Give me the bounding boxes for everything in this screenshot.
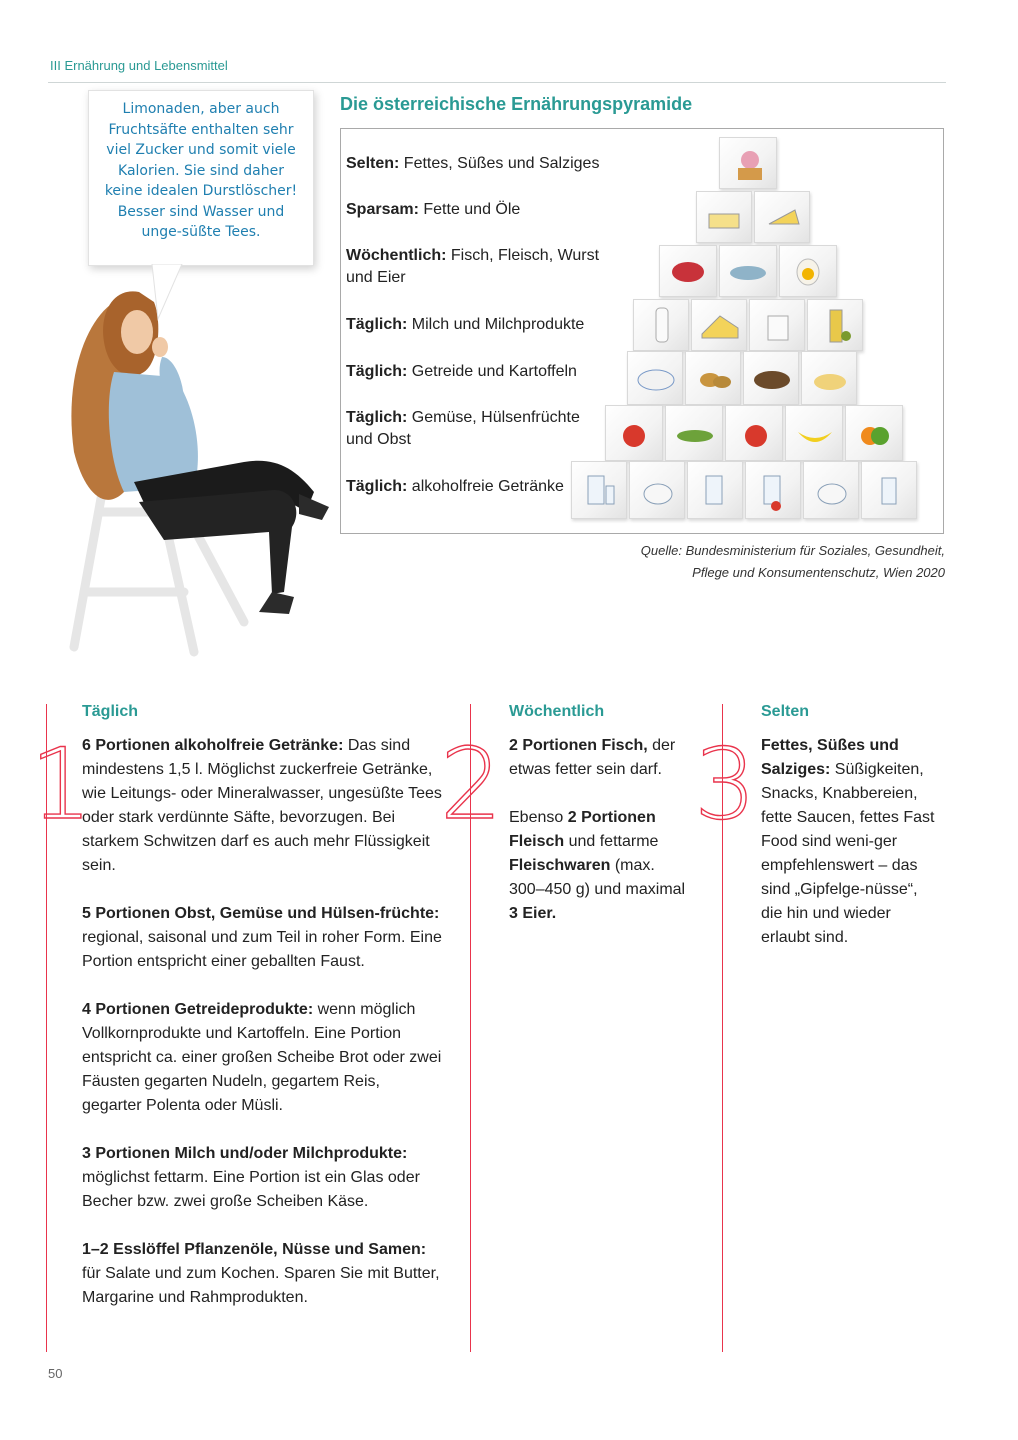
cube-pasta	[801, 351, 857, 405]
column-1-heading: Täglich	[82, 703, 139, 720]
cube-teapot	[629, 461, 685, 519]
column-3-heading: Selten	[761, 703, 810, 720]
cube-fish	[719, 245, 777, 297]
cube-apple	[725, 405, 783, 461]
cube-oil	[807, 299, 863, 351]
column-2-text	[509, 734, 689, 950]
cube-margarine	[754, 191, 810, 243]
cube-butter	[696, 191, 752, 243]
paragraph: Ebenso 2 Portionen Fleisch und fettarme Fleischwaren (max. 300–450 g) und maximal 3 Eier.	[509, 809, 686, 922]
page-number: 50	[48, 1366, 63, 1381]
column-3-text	[761, 734, 939, 974]
pyramid-level-getreide: Täglich: Getreide und Kartoffeln	[346, 363, 577, 380]
cube-pepper	[845, 405, 903, 461]
pyramid-level-milch: Täglich: Milch und Milchprodukte	[346, 316, 585, 333]
pyramid-level-selten: Selten: Fettes, Süßes und Salziges	[346, 155, 600, 172]
pyramid-level-woechentlich: Wöchentlich: Fisch, Fleisch, Wurst und Eier	[346, 247, 600, 286]
header-divider	[48, 82, 946, 83]
cube-jug	[571, 461, 627, 519]
pyramid-level-getraenke: Täglich: alkoholfreie Getränke	[346, 478, 564, 495]
cube-juice	[745, 461, 801, 519]
column-2-heading: Wöchentlich	[509, 703, 605, 720]
paragraph: 3 Portionen Milch und/oder Milchprodukte: möglichst fettarm. Eine Portion ist ein Glas oder Becher bzw. zwei große Scheiben Käse.	[82, 1145, 420, 1210]
pyramid-title: Die österreichische Ernährungspyramide	[340, 94, 693, 114]
cube-bread	[743, 351, 799, 405]
paragraph: 1–2 Esslöffel Pflanzenöle, Nüsse und Samen: für Salate und zum Kochen. Sparen Sie mit Butter, Margarine und Rahmprodukten.	[82, 1241, 440, 1306]
cube-tomato	[605, 405, 663, 461]
cube-milk	[633, 299, 689, 351]
pyramid-box	[340, 128, 944, 534]
chapter-header: III Ernährung und Lebensmittel	[50, 58, 228, 73]
cube-glass	[861, 461, 917, 519]
paragraph: 2 Portionen Fisch, der etwas fetter sein darf.	[509, 737, 676, 778]
speech-bubble	[88, 90, 314, 266]
cube-water-jug	[687, 461, 743, 519]
paragraph: 4 Portionen Getreideprodukte: wenn möglich Vollkornprodukte und Kartoffeln. Eine Portion entspricht ca. einer großen Scheibe Brot oder zwei Fäusten gegarten Nudeln, gegartem Reis, gegarter Polenta oder Müsli.	[82, 1001, 442, 1114]
paragraph: 5 Portionen Obst, Gemüse und Hülsen-früchte: regional, saisonal und zum Teil in roher Form. Eine Portion entspricht einer geballten Faust.	[82, 905, 442, 970]
column-1-number: 1	[30, 728, 93, 842]
cube-yoghurt	[749, 299, 805, 351]
cube-meat	[659, 245, 717, 297]
cube-sweets	[719, 137, 777, 189]
pyramid-source: Quelle: Bundesministerium für Soziales, Gesundheit, Pflege und Konsumentenschutz, Wien 2020	[640, 543, 945, 580]
cube-peas	[665, 405, 723, 461]
speech-bubble-tail	[150, 264, 190, 324]
speech-bubble-text: Limonaden, aber auch Fruchtsäfte enthalten sehr viel Zucker und somit viele Kalorien. Sie sind daher keine idealen Durstlöscher! Besser sind Wasser und unge-süßte Tees.	[104, 101, 298, 240]
cube-banana	[785, 405, 843, 461]
cube-rice	[627, 351, 683, 405]
cube-eggs	[779, 245, 837, 297]
paragraph: 6 Portionen alkoholfreie Getränke: Das sind mindestens 1,5 l. Möglichst zuckerfreie Getränke, wie Leitungs- oder Mineralwasser, ungesüßte Tees oder stark verdünnte Säfte, bevorzugen. Bei starkem Schwitzen darf es auch mehr Flüssigkeit sein.	[82, 737, 442, 874]
column-3-number: 3	[694, 728, 757, 842]
pyramid-level-sparsam: Sparsam: Fette und Öle	[346, 201, 521, 218]
cube-cheese	[691, 299, 747, 351]
cube-teapot-2	[803, 461, 859, 519]
column-1-text	[82, 734, 442, 1334]
pyramid-level-gemuese: Täglich: Gemüse, Hülsenfrüchte und Obst	[346, 409, 580, 448]
paragraph: Fettes, Süßes und Salziges: Süßigkeiten, Snacks, Knabbereien, fette Saucen, fettes Fast Food sind weni-ger empfehlenswert – das sind „Gipfelge-nüsse“, die hin und wieder erlaubt sind.	[761, 737, 935, 946]
cube-potatoes	[685, 351, 741, 405]
column-2-number: 2	[440, 728, 503, 842]
